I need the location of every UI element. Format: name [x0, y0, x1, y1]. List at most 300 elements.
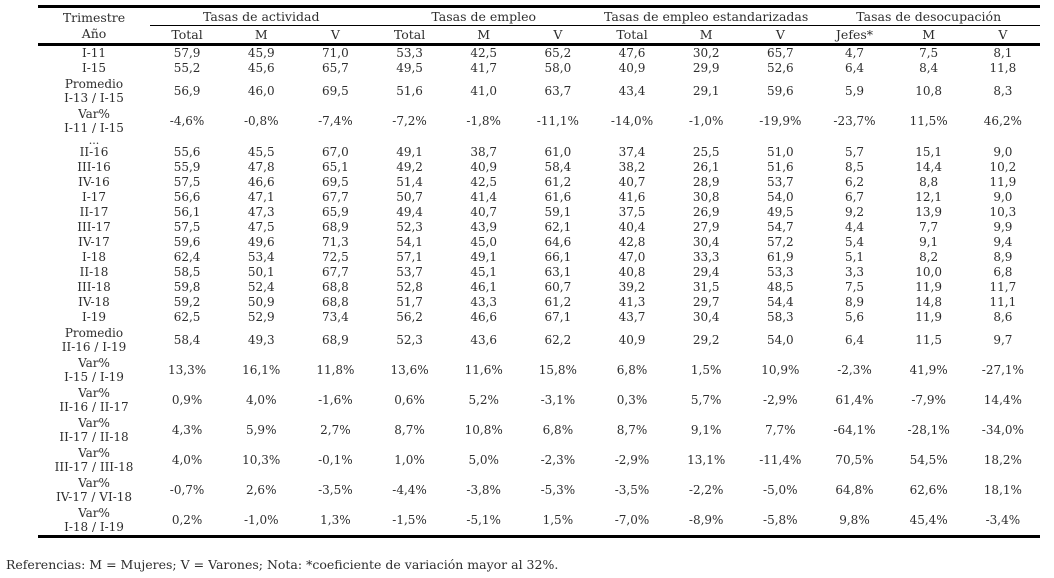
table-row — [38, 190, 1040, 205]
cell-value: 61,2 — [544, 295, 572, 309]
cell-value: 5,0% — [468, 453, 499, 467]
cell-value: 49,5 — [766, 205, 794, 219]
cell-value: 42,5 — [470, 46, 498, 60]
cell-value: 14,4% — [983, 393, 1022, 407]
cell-value: 7,5 — [919, 46, 939, 60]
table-row — [38, 385, 1040, 415]
cell-value: 0,2% — [171, 513, 203, 527]
cell-value: 67,1 — [544, 310, 572, 324]
cell-value: 54,5% — [909, 453, 948, 467]
cell-value: 14,4 — [915, 160, 942, 174]
cell-value: 8,9 — [993, 250, 1013, 264]
cell-value: 67,7 — [322, 190, 349, 204]
cell-value: 8,1 — [993, 46, 1013, 60]
cell-value: 66,1 — [544, 250, 572, 264]
cell-value: 30,2 — [692, 46, 720, 60]
cell-value: 7,7% — [765, 423, 796, 437]
cell-value: 46,6 — [470, 310, 498, 324]
cell-value: 10,0 — [915, 265, 942, 279]
cell-value: 29,4 — [692, 265, 720, 279]
cell-value: -4,4% — [392, 483, 427, 497]
cell-value: 10,3% — [242, 453, 281, 467]
cell-value: 55,2 — [173, 61, 201, 75]
cell-value: 61,2 — [544, 175, 572, 189]
cell-value: 57,2 — [766, 235, 794, 249]
cell-value: -5,0% — [763, 483, 798, 497]
cell-value: 8,7% — [394, 423, 425, 437]
cell-value: 64,6 — [544, 235, 572, 249]
cell-value: 6,8 — [993, 265, 1013, 279]
cell-value: 72,5 — [322, 250, 349, 264]
cell-value: 41,6 — [618, 190, 646, 204]
cell-value: 53,7 — [396, 265, 423, 279]
cell-value: 5,1 — [844, 250, 865, 264]
cell-value: 61,4% — [835, 393, 874, 407]
cell-value: 47,6 — [618, 46, 646, 60]
cell-value: -0,8% — [243, 114, 279, 128]
col-header-estandarizadas-v: V — [743, 26, 817, 45]
cell-value: 49,6 — [247, 235, 275, 249]
row-label: Var% III-17 / III-18 — [54, 446, 134, 474]
cell-value: 26,1 — [692, 160, 720, 174]
cell-value: 62,4 — [173, 250, 201, 264]
cell-value: 9,4 — [993, 235, 1013, 249]
cell-value: 8,2 — [919, 250, 939, 264]
cell-value: 51,4 — [396, 175, 423, 189]
group-header-tasas-empleo-estandarizadas: Tasas de empleo estandarizadas — [595, 7, 817, 26]
cell-value: 11,9 — [989, 175, 1017, 189]
cell-value: 40,9 — [470, 160, 498, 174]
cell-value: 45,6 — [247, 61, 275, 75]
cell-value — [595, 136, 669, 145]
cell-value: 62,6% — [909, 483, 948, 497]
cell-value: 9,8% — [839, 513, 870, 527]
cell-value: 67,0 — [322, 145, 349, 159]
cell-value: 49,2 — [396, 160, 423, 174]
cell-value: 5,9 — [844, 84, 865, 98]
cell-value: -5,1% — [466, 513, 501, 527]
cell-value: 0,6% — [394, 393, 425, 407]
cell-value: 60,7 — [544, 280, 572, 294]
cell-value: -23,7% — [833, 114, 876, 128]
cell-value: 33,3 — [692, 250, 720, 264]
cell-value: -0,1% — [318, 453, 353, 467]
cell-value: 49,5 — [396, 61, 423, 75]
cell-value: 65,7 — [766, 46, 794, 60]
cell-value: -11,4% — [759, 453, 802, 467]
cell-value: 13,6% — [390, 363, 429, 377]
cell-value: 6,2 — [844, 175, 865, 189]
cell-value: 46,0 — [247, 84, 275, 98]
col-header-desocupacion-m: M — [892, 26, 966, 45]
col-header-estandarizadas-m: M — [669, 26, 743, 45]
cell-value: 68,9 — [322, 333, 349, 347]
cell-value: 54,4 — [766, 295, 794, 309]
cell-value: 47,3 — [247, 205, 275, 219]
cell-value: 69,5 — [322, 175, 349, 189]
cell-value: 46,1 — [470, 280, 498, 294]
cell-value: 64,8% — [835, 483, 874, 497]
cell-value — [298, 136, 372, 145]
cell-value: 54,1 — [396, 235, 423, 249]
table-row — [38, 45, 1040, 62]
table-header — [38, 7, 1040, 45]
table-row — [38, 280, 1040, 295]
cell-value: 37,5 — [618, 205, 646, 219]
cell-value: 4,0% — [245, 393, 277, 407]
table-row — [38, 235, 1040, 250]
table-row — [38, 295, 1040, 310]
cell-value: 65,2 — [544, 46, 572, 60]
cell-value: 8,5 — [844, 160, 865, 174]
cell-value: 52,3 — [396, 220, 423, 234]
cell-value: 45,0 — [470, 235, 498, 249]
cell-value: 40,4 — [618, 220, 646, 234]
cell-value: 0,3% — [616, 393, 648, 407]
cell-value: 1,5% — [690, 363, 722, 377]
cell-value: 5,7% — [690, 393, 722, 407]
row-label: II-18 — [79, 265, 109, 279]
corner-header-line2: Año — [81, 25, 107, 41]
table-footnote: Referencias: M = Mujeres; V = Varones; Nota: *coeficiente de variación mayor al 32%. — [6, 557, 559, 572]
cell-value: -7,2% — [392, 114, 427, 128]
cell-value: 6,8% — [616, 363, 648, 377]
cell-value: 43,9 — [470, 220, 498, 234]
cell-value: 10,8 — [915, 84, 942, 98]
cell-value: 50,7 — [396, 190, 423, 204]
cell-value: 8,9 — [844, 295, 865, 309]
row-label: I-18 — [81, 250, 107, 264]
cell-value: 31,5 — [692, 280, 720, 294]
cell-value: 53,4 — [247, 250, 275, 264]
cell-value: -2,9% — [763, 393, 798, 407]
cell-value: 16,1% — [242, 363, 281, 377]
cell-value: -2,9% — [614, 453, 650, 467]
cell-value: 43,3 — [470, 295, 498, 309]
table-row — [38, 160, 1040, 175]
cell-value: 40,9 — [618, 61, 646, 75]
cell-value: 63,1 — [544, 265, 572, 279]
cell-value: 59,1 — [544, 205, 572, 219]
cell-value: 47,0 — [618, 250, 646, 264]
group-header-tasas-actividad: Tasas de actividad — [150, 7, 372, 26]
cell-value: 5,9% — [245, 423, 277, 437]
table-body — [38, 45, 1040, 537]
row-label: I-15 — [81, 61, 107, 75]
cell-value: -64,1% — [833, 423, 876, 437]
cell-value: 61,0 — [544, 145, 572, 159]
table-row — [38, 76, 1040, 106]
cell-value: -0,7% — [169, 483, 205, 497]
table-row — [38, 175, 1040, 190]
cell-value: 51,6 — [396, 84, 423, 98]
cell-value: -19,9% — [759, 114, 802, 128]
cell-value: 49,3 — [247, 333, 275, 347]
cell-value: 57,1 — [396, 250, 423, 264]
cell-value: 45,9 — [247, 46, 275, 60]
cell-value: 59,6 — [173, 235, 201, 249]
cell-value — [372, 136, 446, 145]
cell-value: 73,4 — [322, 310, 349, 324]
cell-value: 40,7 — [618, 175, 646, 189]
row-label: II-16 — [79, 145, 109, 159]
cell-value: 11,9 — [915, 310, 942, 324]
cell-value: 11,7 — [989, 280, 1017, 294]
cell-value: 45,4% — [909, 513, 948, 527]
row-label: III-16 — [77, 160, 111, 174]
row-label: Var% I-18 / I-19 — [64, 506, 124, 534]
table-row — [38, 145, 1040, 160]
row-label: IV-18 — [78, 295, 110, 309]
cell-value: 4,0% — [171, 453, 203, 467]
cell-value: 57,5 — [173, 220, 201, 234]
cell-value: 5,2% — [468, 393, 499, 407]
cell-value: -1,8% — [466, 114, 501, 128]
cell-value: 47,8 — [247, 160, 275, 174]
row-label: Promedio II-16 / I-19 — [61, 326, 127, 354]
cell-value: 71,0 — [322, 46, 349, 60]
row-label: IV-16 — [78, 175, 110, 189]
table-row — [38, 205, 1040, 220]
cell-value: 56,2 — [396, 310, 423, 324]
cell-value: 11,9 — [915, 280, 942, 294]
cell-value: 47,5 — [247, 220, 275, 234]
cell-value — [669, 136, 743, 145]
cell-value: 45,5 — [247, 145, 275, 159]
cell-value: 9,7 — [993, 333, 1013, 347]
cell-value: -5,8% — [763, 513, 798, 527]
cell-value: 41,4 — [470, 190, 498, 204]
cell-value: 1,0% — [394, 453, 425, 467]
cell-value: 48,5 — [766, 280, 794, 294]
table-row — [38, 475, 1040, 505]
cell-value: 55,6 — [173, 145, 201, 159]
cell-value: 49,4 — [396, 205, 423, 219]
cell-value: -3,5% — [614, 483, 650, 497]
cell-value: 18,2% — [983, 453, 1022, 467]
cell-value: 51,7 — [396, 295, 423, 309]
cell-value: 45,1 — [470, 265, 498, 279]
cell-value: 11,5% — [909, 114, 948, 128]
cell-value: 52,3 — [396, 333, 423, 347]
cell-value: 30,8 — [692, 190, 720, 204]
cell-value: 68,8 — [322, 280, 349, 294]
cell-value: 9,0 — [993, 145, 1013, 159]
cell-value: 18,1% — [983, 483, 1022, 497]
cell-value — [892, 136, 966, 145]
cell-value — [966, 136, 1040, 145]
cell-value: 42,5 — [470, 175, 498, 189]
cell-value: -1,0% — [688, 114, 724, 128]
cell-value: 47,1 — [247, 190, 275, 204]
table-row — [38, 445, 1040, 475]
cell-value: 10,3 — [989, 205, 1017, 219]
table-row — [38, 106, 1040, 136]
cell-value — [447, 136, 521, 145]
cell-value: 13,9 — [915, 205, 942, 219]
cell-value: 10,2 — [989, 160, 1017, 174]
cell-value: 42,8 — [618, 235, 646, 249]
cell-value: 49,1 — [470, 250, 498, 264]
cell-value: 30,4 — [692, 310, 720, 324]
cell-value: 6,8% — [542, 423, 574, 437]
col-header-actividad-v: V — [298, 26, 372, 45]
cell-value: 67,7 — [322, 265, 349, 279]
cell-value: 13,3% — [168, 363, 207, 377]
table-row — [38, 136, 1040, 145]
cell-value: 71,3 — [322, 235, 349, 249]
cell-value: 11,6% — [464, 363, 503, 377]
col-header-desocupacion-jefes: Jefes* — [817, 26, 891, 45]
cell-value: 7,7 — [919, 220, 939, 234]
cell-value: 43,4 — [618, 84, 646, 98]
cell-value: 10,9% — [761, 363, 800, 377]
cell-value: 68,8 — [322, 295, 349, 309]
cell-value: 51,0 — [766, 145, 794, 159]
cell-value: 7,5 — [844, 280, 865, 294]
cell-value: 54,7 — [766, 220, 794, 234]
table-row — [38, 415, 1040, 445]
cell-value: -7,9% — [911, 393, 946, 407]
cell-value: 54,0 — [766, 190, 794, 204]
cell-value: 61,6 — [544, 190, 572, 204]
col-header-desocupacion-v: V — [966, 26, 1040, 45]
cell-value: 4,7 — [844, 46, 865, 60]
col-header-empleo-total: Total — [372, 26, 446, 45]
cell-value: 8,6 — [993, 310, 1013, 324]
table-row — [38, 220, 1040, 235]
cell-value: 50,9 — [247, 295, 275, 309]
cell-value: -2,3% — [540, 453, 576, 467]
cell-value — [817, 136, 891, 145]
row-label: IV-17 — [78, 235, 110, 249]
corner-header-trimestre-ano — [38, 7, 150, 45]
cell-value: 2,6% — [245, 483, 277, 497]
cell-value: 57,9 — [173, 46, 201, 60]
cell-value: -3,1% — [540, 393, 576, 407]
cell-value: 54,0 — [766, 333, 794, 347]
cell-value: 10,8% — [464, 423, 503, 437]
cell-value: 5,6 — [844, 310, 865, 324]
cell-value: 25,5 — [692, 145, 720, 159]
cell-value: 52,8 — [396, 280, 423, 294]
cell-value: 40,9 — [618, 333, 646, 347]
cell-value: 59,2 — [173, 295, 201, 309]
table-row — [38, 325, 1040, 355]
cell-value: -7,0% — [614, 513, 650, 527]
cell-value: 59,6 — [766, 84, 794, 98]
cell-value: 58,3 — [766, 310, 794, 324]
cell-value: 1,3% — [320, 513, 351, 527]
cell-value: 53,7 — [766, 175, 794, 189]
row-label: I-17 — [81, 190, 107, 204]
cell-value: 52,6 — [766, 61, 794, 75]
cell-value: 11,8% — [316, 363, 355, 377]
table-row — [38, 250, 1040, 265]
cell-value: 30,4 — [692, 235, 720, 249]
col-header-empleo-v: V — [521, 26, 595, 45]
cell-value: 58,4 — [173, 333, 201, 347]
cell-value: 56,1 — [173, 205, 201, 219]
cell-value: 52,9 — [247, 310, 275, 324]
cell-value: -5,3% — [540, 483, 576, 497]
cell-value — [743, 136, 817, 145]
cell-value: 59,8 — [173, 280, 201, 294]
cell-value: 41,7 — [470, 61, 498, 75]
col-header-actividad-m: M — [224, 26, 298, 45]
cell-value: 9,1 — [919, 235, 939, 249]
cell-value: 27,9 — [692, 220, 720, 234]
labor-rates-table — [38, 5, 1040, 538]
row-label: Var% I-11 / I-15 — [64, 107, 124, 135]
cell-value: 4,3% — [171, 423, 203, 437]
cell-value: -14,0% — [610, 114, 654, 128]
cell-value: 5,4 — [844, 235, 865, 249]
cell-value: 8,4 — [919, 61, 939, 75]
cell-value: 11,1 — [989, 295, 1017, 309]
cell-value: 29,2 — [692, 333, 720, 347]
cell-value — [521, 136, 595, 145]
cell-value: 50,1 — [247, 265, 275, 279]
row-label: III-18 — [77, 280, 111, 294]
cell-value — [224, 136, 298, 145]
cell-value: 38,7 — [470, 145, 498, 159]
row-label: II-17 — [79, 205, 109, 219]
cell-value: 65,1 — [322, 160, 349, 174]
cell-value: 26,9 — [692, 205, 720, 219]
cell-value: 61,9 — [766, 250, 794, 264]
cell-value: 56,6 — [173, 190, 201, 204]
row-label: Var% II-16 / II-17 — [59, 386, 129, 414]
row-label: I-19 — [81, 310, 107, 324]
row-label: ... — [88, 133, 100, 147]
cell-value: 6,4 — [844, 333, 865, 347]
row-label: Var% I-15 / I-19 — [64, 356, 124, 384]
cell-value: -7,4% — [318, 114, 353, 128]
cell-value: -2,3% — [837, 363, 872, 377]
cell-value: 40,7 — [470, 205, 498, 219]
cell-value: 43,6 — [470, 333, 498, 347]
cell-value: 58,0 — [544, 61, 572, 75]
group-header-tasas-empleo: Tasas de empleo — [372, 7, 594, 26]
cell-value: -2,2% — [688, 483, 724, 497]
cell-value: 11,8 — [989, 61, 1017, 75]
cell-value: -8,9% — [688, 513, 724, 527]
corner-header-line1: Trimestre — [62, 9, 126, 25]
cell-value: 37,4 — [618, 145, 646, 159]
cell-value: -34,0% — [981, 423, 1024, 437]
cell-value: 9,0 — [993, 190, 1013, 204]
row-label: Promedio I-13 / I-15 — [64, 77, 124, 105]
cell-value: 43,7 — [618, 310, 646, 324]
cell-value: 53,3 — [396, 46, 423, 60]
cell-value: 15,8% — [538, 363, 577, 377]
cell-value: 8,7% — [616, 423, 648, 437]
cell-value: 5,7 — [844, 145, 865, 159]
cell-value: 58,4 — [544, 160, 572, 174]
sub-header-row — [38, 26, 1040, 45]
cell-value: 51,6 — [766, 160, 794, 174]
cell-value: 65,7 — [322, 61, 349, 75]
cell-value: -3,4% — [985, 513, 1021, 527]
table-row — [38, 310, 1040, 325]
table-row — [38, 355, 1040, 385]
cell-value: 57,5 — [173, 175, 201, 189]
cell-value: 49,1 — [396, 145, 423, 159]
cell-value: 68,9 — [322, 220, 349, 234]
cell-value: 41,3 — [618, 295, 646, 309]
cell-value: 28,9 — [692, 175, 720, 189]
